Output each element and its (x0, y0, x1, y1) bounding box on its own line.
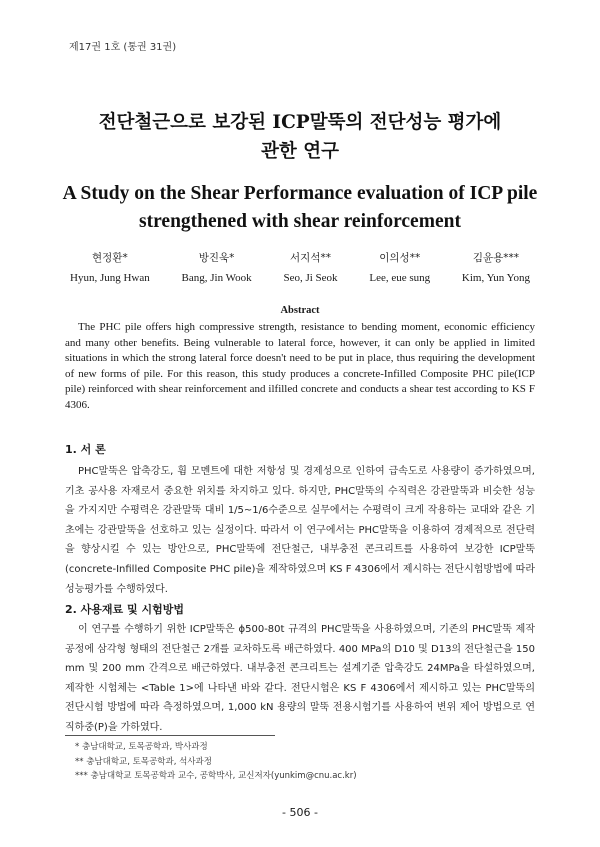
title-english (40, 180, 560, 236)
author-name-english: Kim, Yun Yong (461, 272, 530, 284)
author-name-korean: 방진욱* (198, 252, 235, 264)
footnote-divider (65, 735, 275, 736)
author-name-korean: 김윤용*** (472, 252, 520, 264)
journal-issue-header: 제17권 1호 (통권 31권) (69, 42, 177, 53)
footnote: * 충남대학교, 토목공학과, 박사과정 (75, 742, 208, 752)
abstract-text: The PHC pile offers high compressive strength, resistance to bending moment, economic efficiency and many other benefits. Being vulnerable to lateral force, however, it can only be applied in limited situations in which the strong lateral force doesn't need to be put in place, thus requiring the development of new forms of pile. For this reason, this study produces a concrete-Infilled Composite PHC pile(ICP pile) reinforced with shear reinforcement and ilfilled concrete and conducts a shear test according to KS F 4306. (65, 321, 535, 411)
author-name-korean: 이의성** (379, 252, 421, 264)
author (462, 248, 530, 288)
author-name-english: Hyun, Jung Hwan (70, 272, 150, 284)
author (369, 248, 430, 288)
title-korean (40, 108, 560, 166)
title-english-line-2: strengthened with shear reinforcement (139, 211, 461, 232)
author-list (70, 248, 530, 288)
author (283, 248, 337, 288)
abstract-heading: Abstract (280, 305, 320, 316)
section-2-heading: 2. 사용재료 및 시험방법 (65, 603, 184, 616)
footnote: ** 충남대학교, 토목공학과, 석사과정 (75, 756, 212, 767)
footnote: *** 충남대학교 토목공학과 교수, 공학박사, 교신저자(yunkim@cnu.ac.kr) (75, 771, 357, 781)
author-name-english: Bang, Jin Wook (181, 272, 252, 284)
title-korean-line-1: 전단철근으로 보강된 ICP말뚝의 전단성능 평가에 (98, 112, 502, 133)
footnotes (75, 740, 357, 784)
author (182, 248, 252, 288)
title-korean-line-2: 관한 연구 (261, 141, 339, 162)
section-1-heading: 1. 서 론 (65, 443, 106, 456)
title-english-line-1: A Study on the Shear Performance evaluation of ICP pile (62, 183, 538, 204)
section-2-paragraph: 이 연구를 수행하기 위한 ICP말뚝은 ϕ500-80t 규격의 PHC말뚝을 사용하였으며, 기존의 PHC말뚝 제작 공정에 삼각형 형태의 전단철근 2개를 교차하도록 배근하였다. 400 MPa의 D10 및 D13의 전단철근을 150 mm 및 200 mm 간격으로 배근하였다. 내부충전 콘크리트는 설계기준 압축강도 24MPa을 타설하였으며, 제작한 시험체는 <Table 1>에 나타낸 바와 같다. 전단시험은 KS F 4306에서 제시하고 있는 PHC말뚝의 전단시험 방법에 따라 측정하였으며, 1,000 kN 용량의 말뚝 전용시험기를 사용하여 변위 제어 방법으로 연직하중(P)을 가하였다. (65, 624, 535, 733)
author (70, 248, 150, 288)
page-number: - 506 - (282, 806, 318, 819)
author-name-english: Lee, eue sung (369, 272, 431, 284)
author-name-korean: 서지석** (290, 252, 331, 264)
section-1-paragraph: PHC말뚝은 압축강도, 휨 모멘트에 대한 저항성 및 경제성으로 인하여 급속도로 사용량이 증가하였으며, 기초 공사용 자재로서 중요한 위치를 차지하고 있다. 하지만, PHC말뚝의 수직력은 강관말뚝과 비슷한 성능을 가지지만 수평력은 강관말뚝 대비 1/5~1/6수준으로 실무에서는 수평력이 크게 작용하는 교대와 같은 기초에는 강관말뚝을 선호하고 있는 실정이다. 따라서 이 연구에서는 PHC말뚝을 이용하여 경제적으로 전단력을 향상시킬 수 있는 방안으로, PHC말뚝에 전단철근, 내부충전 콘크리트를 사용하여 보강한 ICP말뚝(concrete-Infilled Composite PHC pile)을 제작하였으며 KS F 4306에서 제시하는 전단시험방법에 따라 성능평가를 수행하였다. (65, 466, 535, 595)
author-name-english: Seo, Ji Seok (283, 272, 338, 284)
author-name-korean: 현정환* (92, 252, 128, 264)
